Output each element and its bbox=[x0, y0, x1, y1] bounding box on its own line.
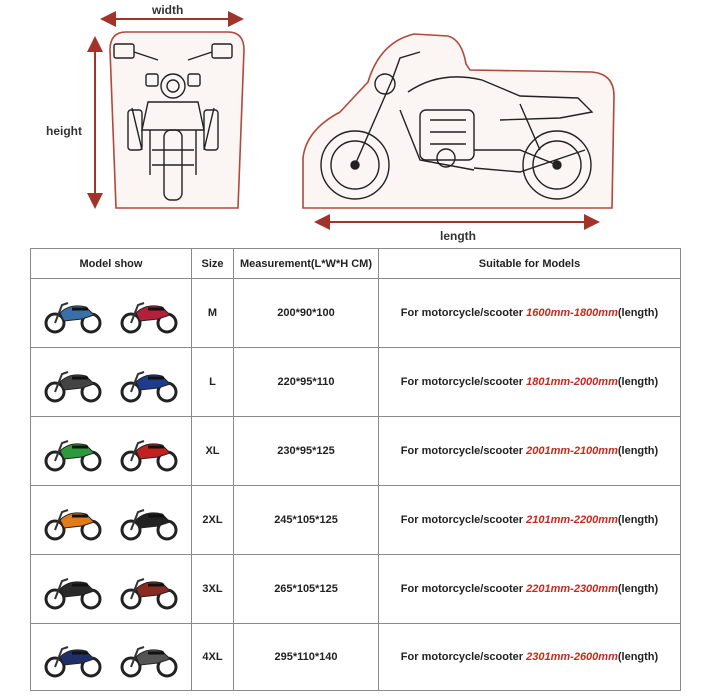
size-cell: M bbox=[192, 279, 234, 348]
motorcycle-image bbox=[42, 567, 104, 611]
side-cover-outline bbox=[303, 34, 614, 208]
model-images bbox=[31, 486, 192, 555]
dimension-diagram bbox=[0, 0, 706, 245]
suitable-cell bbox=[379, 417, 681, 486]
length-range: 2101mm-2200mm bbox=[526, 514, 618, 526]
model-images bbox=[31, 279, 192, 348]
measurement-cell: 230*95*125 bbox=[234, 417, 379, 486]
motorcycle-image bbox=[118, 498, 180, 542]
length-range: 2001mm-2100mm bbox=[526, 445, 618, 457]
motorcycle-image bbox=[118, 291, 180, 335]
measurement-cell: 265*105*125 bbox=[234, 555, 379, 624]
suitable-suffix: (length) bbox=[617, 445, 659, 457]
size-cell: 2XL bbox=[192, 486, 234, 555]
table-row bbox=[31, 624, 681, 691]
suitable-prefix: For motorcycle/scooter bbox=[400, 307, 527, 319]
suitable-suffix: (length) bbox=[617, 583, 659, 595]
height-label: height bbox=[46, 124, 82, 138]
motorcycle-image bbox=[42, 429, 104, 473]
model-images bbox=[31, 555, 192, 624]
motorcycle-image bbox=[118, 429, 180, 473]
length-range: 1600mm-1800mm bbox=[526, 307, 618, 319]
suitable-prefix: For motorcycle/scooter bbox=[400, 583, 527, 595]
measurement-cell: 200*90*100 bbox=[234, 279, 379, 348]
suitable-prefix: For motorcycle/scooter bbox=[400, 376, 527, 388]
suitable-suffix: (length) bbox=[617, 307, 659, 319]
length-range: 1801mm-2000mm bbox=[526, 376, 618, 388]
size-cell: 3XL bbox=[192, 555, 234, 624]
measurement-cell: 295*110*140 bbox=[234, 624, 379, 691]
suitable-prefix: For motorcycle/scooter bbox=[400, 651, 527, 663]
suitable-cell bbox=[379, 624, 681, 691]
header-measurement: Measurement(L*W*H CM) bbox=[234, 249, 379, 279]
measurement-cell: 245*105*125 bbox=[234, 486, 379, 555]
table-row bbox=[31, 417, 681, 486]
table-row bbox=[31, 348, 681, 417]
header-suitable-models: Suitable for Models bbox=[379, 249, 681, 279]
size-cell: 4XL bbox=[192, 624, 234, 691]
suitable-prefix: For motorcycle/scooter bbox=[400, 514, 527, 526]
suitable-prefix: For motorcycle/scooter bbox=[400, 445, 527, 457]
motorcycle-image bbox=[118, 360, 180, 404]
table-row bbox=[31, 486, 681, 555]
table-row bbox=[31, 279, 681, 348]
motorcycle-image bbox=[42, 498, 104, 542]
length-range: 2301mm-2600mm bbox=[526, 651, 618, 663]
model-images bbox=[31, 624, 192, 691]
suitable-suffix: (length) bbox=[617, 514, 659, 526]
width-label: width bbox=[152, 3, 184, 17]
suitable-cell bbox=[379, 348, 681, 417]
model-images bbox=[31, 417, 192, 486]
size-cell: L bbox=[192, 348, 234, 417]
motorcycle-image bbox=[42, 291, 104, 335]
suitable-cell bbox=[379, 486, 681, 555]
model-images bbox=[31, 348, 192, 417]
size-cell: XL bbox=[192, 417, 234, 486]
motorcycle-image bbox=[42, 360, 104, 404]
motorcycle-image bbox=[118, 635, 180, 679]
suitable-suffix: (length) bbox=[617, 651, 659, 663]
header-size: Size bbox=[192, 249, 234, 279]
table-header-row bbox=[31, 249, 681, 279]
motorcycle-image bbox=[42, 635, 104, 679]
size-chart-table bbox=[30, 248, 681, 691]
suitable-cell bbox=[379, 279, 681, 348]
motorcycle-image bbox=[118, 567, 180, 611]
diagram-svg bbox=[0, 0, 706, 245]
length-label: length bbox=[440, 229, 476, 243]
measurement-cell: 220*95*110 bbox=[234, 348, 379, 417]
header-model-show: Model show bbox=[31, 249, 192, 279]
suitable-suffix: (length) bbox=[617, 376, 659, 388]
length-range: 2201mm-2300mm bbox=[526, 583, 618, 595]
suitable-cell bbox=[379, 555, 681, 624]
table-row bbox=[31, 555, 681, 624]
